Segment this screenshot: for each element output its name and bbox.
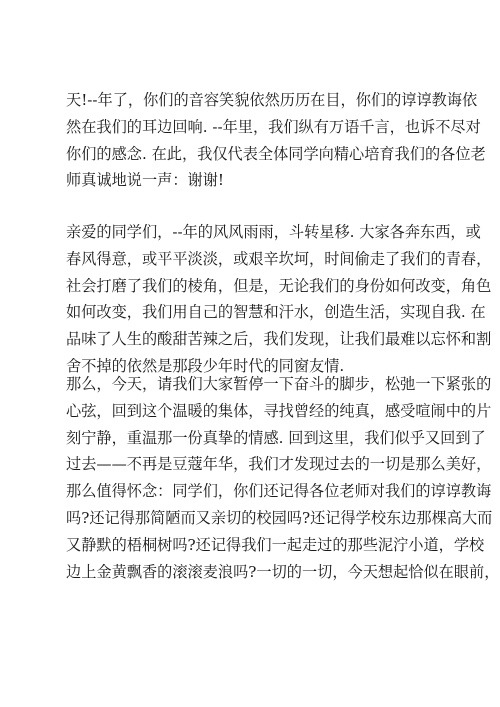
text-line: 心弦，回到这个温暖的集体，寻找曾经的纯真，感受喧闹中的片	[66, 401, 492, 420]
text-line: 边上金黄飘香的滚滚麦浪吗?一切的一切，今天想起恰似在眼前，	[66, 562, 500, 581]
text-line: 你们的感念. 在此，我仅代表全体同学向精心培育我们的各位老	[66, 144, 486, 163]
text-line: 吗?还记得那简陋而又亲切的校园吗?还记得学校东边那棵高大而	[66, 508, 493, 527]
text-line: 又静默的梧桐树吗?还记得我们一起走过的那些泥泞小道，学校	[66, 535, 485, 554]
text-line: 社会打磨了我们的棱角，但是，无论我们的身份如何改变，角色	[66, 276, 492, 295]
text-line: 然在我们的耳边回响. --年里，我们纵有万语千言，也诉不尽对	[66, 117, 481, 136]
paragraph-thanks-teachers	[66, 87, 486, 194]
paragraph-classmates	[66, 219, 492, 380]
text-line: 师真诚地说一声：谢谢!	[66, 171, 224, 190]
text-line: 天!--年了，你们的音容笑貌依然历历在目，你们的谆谆教诲依	[66, 91, 478, 109]
text-line: 如何改变，我们用自己的智慧和汗水，创造生活，实现自我. 在	[66, 303, 486, 322]
paragraph-memories	[66, 371, 500, 585]
text-line: 过去——不再是豆蔻年华，我们才发现过去的一切是那么美好，	[66, 455, 492, 474]
text-line: 春风得意，或平平淡淡，或艰辛坎坷，时间偷走了我们的青春，	[66, 249, 492, 268]
text-line: 品味了人生的酸甜苦辣之后，我们发现，让我们最难以忘怀和割	[66, 330, 492, 349]
text-line: 那么值得怀念：同学们，你们还记得各位老师对我们的谆谆教诲	[66, 482, 492, 501]
text-line: 那么，今天，请我们大家暂停一下奋斗的脚步，松弛一下紧张的	[66, 375, 492, 393]
text-line: 刻宁静，重温那一份真挚的情感. 回到这里，我们似乎又回到了	[66, 428, 486, 447]
text-line: 亲爱的同学们，--年的风风雨雨，斗转星移. 大家各奔东西，或	[66, 223, 481, 241]
text-line: 舍不掉的依然是那段少年时代的同窗友情.	[66, 356, 345, 375]
